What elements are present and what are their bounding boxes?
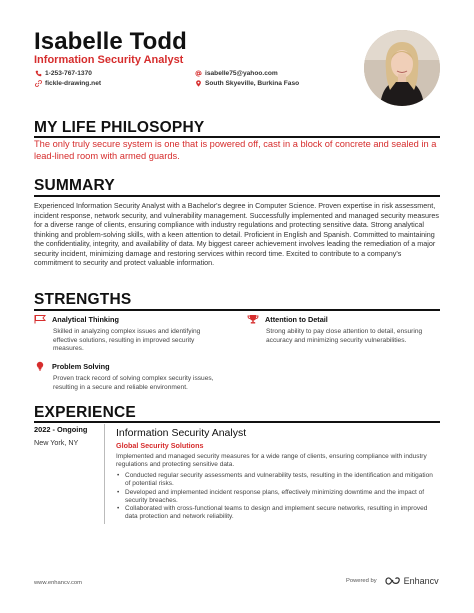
strength-item	[34, 314, 224, 354]
strengths-heading: STRENGTHS	[34, 291, 132, 308]
philosophy-heading: MY LIFE PHILOSOPHY	[34, 119, 205, 136]
job-bullets	[116, 472, 438, 522]
strength-item	[34, 361, 224, 392]
contact-phone	[34, 69, 92, 77]
contact-email[interactable]	[194, 69, 278, 77]
strengths-divider	[34, 309, 440, 311]
job-bullet: • Developed and implemented incident response plans, effectively minimizing downtime and the impact of security breaches.	[116, 489, 438, 506]
at-icon	[194, 69, 202, 77]
footer-branding[interactable]	[346, 576, 439, 586]
strength-title: Attention to Detail	[265, 314, 328, 324]
experience-heading: EXPERIENCE	[34, 404, 136, 421]
summary-heading: SUMMARY	[34, 177, 115, 194]
job-company: Global Security Solutions	[116, 441, 204, 450]
profile-photo	[364, 30, 440, 106]
job-bullet: • Conducted regular security assessments and vulnerability tests, resulting in the identification and mitigation of potential risks.	[116, 472, 438, 489]
philosophy-quote: The only truly secure system is one that is powered off, cast in a block of concrete and sealed in a lead-lined room with armed guards.	[34, 139, 437, 162]
job-bullet: • Collaborated with cross-functional teams to design and implement secure networks, resulting in improved data protection and network reliability.	[116, 505, 438, 522]
contact-location-text: South Skyeville, Burkina Faso	[205, 79, 300, 87]
powered-by-label: Powered by	[346, 578, 377, 584]
lightbulb-icon	[34, 361, 46, 371]
strength-title: Problem Solving	[52, 361, 110, 371]
candidate-role: Information Security Analyst	[34, 54, 184, 66]
strength-item	[247, 314, 440, 345]
contact-phone-text: 1-253-767-1370	[45, 69, 92, 77]
enhancv-logo-icon	[385, 576, 401, 586]
job-timeline-line	[104, 424, 105, 524]
link-icon	[34, 79, 42, 87]
contact-website[interactable]	[34, 79, 101, 87]
candidate-name: Isabelle Todd	[34, 28, 187, 55]
strength-title: Analytical Thinking	[52, 314, 119, 324]
contact-website-text[interactable]: fickle-drawing.net	[45, 79, 102, 87]
strength-description: Skilled in analyzing complex issues and identifying effective solutions, resulting in improved security measures.	[53, 328, 201, 353]
strength-description: Proven track record of solving complex security issues, resulting in a secure and reliable environment.	[53, 375, 214, 391]
summary-divider	[34, 195, 440, 197]
job-description: Implemented and managed security measures for a wide range of clients, ensuring compliance with industry regulations and protecting sensitive data.	[116, 453, 427, 469]
job-location: New York, NY	[34, 438, 79, 447]
phone-icon	[34, 69, 42, 77]
contact-location	[194, 79, 299, 87]
job-title: Information Security Analyst	[116, 427, 247, 439]
strength-description: Strong ability to pay close attention to detail, ensuring accuracy and minimizing security vulnerabilities.	[266, 328, 423, 344]
contact-email-text[interactable]: isabelle75@yahoo.com	[205, 69, 278, 77]
footer-site-link[interactable]: www.enhancv.com	[34, 580, 82, 586]
location-pin-icon	[194, 79, 202, 87]
experience-divider	[34, 421, 440, 423]
job-dates: 2022 - Ongoing	[34, 425, 88, 434]
brand-name: Enhancv	[403, 576, 439, 586]
summary-text: Experienced Information Security Analyst with a Bachelor's degree in Computer Science. Proven expertise in risk assessment, incident response, network security, and vulnerability management. Successfully implemented and managed security measures for a diverse range of clients, ensuring compliance with industry regulations and protecting sensitive data. Strong analytical thinking and problem-solving skills, with a keen attention to detail. Proficient in English and Spanish. Committed to maintaining the confidentiality, integrity, and availability of data. My biggest career achievement involves leading the remediation of a major security incident, minimizing damage and restoring services within record time. Excited to contribute to a company's commitment to security and protect valuable information.	[34, 201, 439, 267]
flag-icon	[34, 314, 46, 324]
trophy-icon	[247, 314, 259, 324]
